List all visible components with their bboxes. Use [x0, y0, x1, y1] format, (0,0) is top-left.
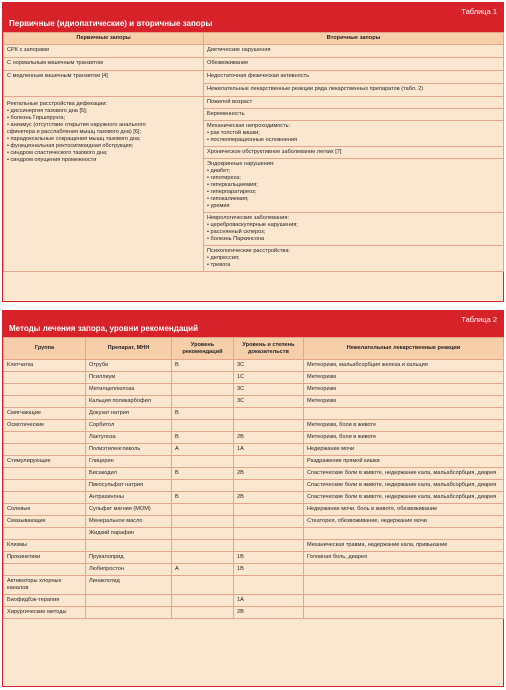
- table-cell: [172, 607, 234, 619]
- table-cell: Стеаторея, обезвоживание, недержание мочи: [304, 516, 504, 528]
- table-row: [4, 45, 504, 58]
- table-cell: [234, 408, 304, 420]
- table-cell: [304, 576, 504, 595]
- cell-line: • цереброваскулярные нарушения;: [207, 222, 298, 228]
- table-cell: [4, 528, 86, 540]
- table-cell: Хроническое обструктивное заболевание легких [7]: [204, 147, 504, 159]
- table-cell: Механическая травма, недержание кала, привыкание: [304, 540, 504, 552]
- table-2-header: [3, 311, 503, 337]
- table-1-number: Таблица 1: [461, 7, 497, 16]
- table-cell: [172, 552, 234, 564]
- table-cell: Отруби: [86, 360, 172, 372]
- table-cell: [234, 504, 304, 516]
- table-row: [4, 456, 504, 468]
- table-cell: С нормальным кишечным транзитом: [4, 58, 204, 71]
- table-cell: Активаторы хлорных каналов: [4, 576, 86, 595]
- cell-line: Ректальные расстройства дефекации:: [7, 101, 108, 107]
- cell-line: • диабет;: [207, 168, 231, 174]
- table-cell: Метеоризм, боли в животе: [304, 420, 504, 432]
- table-cell: Недержание мочи, боль в животе, обезвоживание: [304, 504, 504, 516]
- table-cell: [234, 456, 304, 468]
- table-cell: [234, 480, 304, 492]
- table-cell: [4, 396, 86, 408]
- table-cell: Полиэтиленгликоль: [86, 444, 172, 456]
- column-header-secondary: Вторичные запоры: [204, 33, 504, 45]
- table-2-number: Таблица 2: [461, 315, 497, 324]
- table-cell: Любипростон: [86, 564, 172, 576]
- table-cell: [172, 480, 234, 492]
- table-cell: [4, 384, 86, 396]
- table-cell: [4, 444, 86, 456]
- table-cell: Докузат натрия: [86, 408, 172, 420]
- table-cell: [86, 607, 172, 619]
- table-cell: Головная боль, диарея: [304, 552, 504, 564]
- table-cell: [86, 595, 172, 607]
- table-cell: [204, 159, 504, 213]
- table-cell: Метеоризм: [304, 396, 504, 408]
- table-1-grid: [3, 32, 504, 272]
- table-cell: Сорбитол: [86, 420, 172, 432]
- table-row: [4, 58, 504, 71]
- table-cell: [234, 516, 304, 528]
- table-cell: Метилцеллюлоза: [86, 384, 172, 396]
- table-cell: B: [172, 468, 234, 480]
- table-cell: [172, 384, 234, 396]
- table-cell: [172, 456, 234, 468]
- column-header-recommendation-level: Уровень рекомендаций: [172, 338, 234, 360]
- table-cell: [4, 564, 86, 576]
- table-cell: Нежелательные лекарственные реакции ряда лекарственных препаратов (табл. 2): [204, 84, 504, 97]
- table-cell: [234, 576, 304, 595]
- table-2-title: Методы лечения запора, уровни рекомендаций: [9, 324, 199, 333]
- table-cell: Линаклотид: [86, 576, 172, 595]
- table-cell: [4, 372, 86, 384]
- table-cell: Солевые: [4, 504, 86, 516]
- table-row: [4, 444, 504, 456]
- table-cell: Смазывающие: [4, 516, 86, 528]
- table-cell: [86, 540, 172, 552]
- table-cell: Клизмы: [4, 540, 86, 552]
- table-cell: Пикосульфат натрия: [86, 480, 172, 492]
- cell-line: Психологические расстройства:: [207, 248, 290, 254]
- cell-line: • гипокалиемия;: [207, 196, 249, 202]
- cell-line: • синдром опущения промежности: [7, 157, 97, 163]
- table-row: [4, 372, 504, 384]
- table-cell: Осмотические: [4, 420, 86, 432]
- table-cell: [304, 408, 504, 420]
- table-cell: [172, 576, 234, 595]
- cell-line: • гипотиреоз;: [207, 175, 241, 181]
- table-cell: С медленным кишечным транзитом [4]: [4, 71, 204, 97]
- table-cell: 3C: [234, 396, 304, 408]
- table-cell: Клетчатка: [4, 360, 86, 372]
- table-cell: 2B: [234, 492, 304, 504]
- table-cell: Жидкий парафин: [86, 528, 172, 540]
- column-header-drug: Препарат, МНН: [86, 338, 172, 360]
- table-cell: [304, 528, 504, 540]
- table-cell: Минеральное масло: [86, 516, 172, 528]
- table-cell: B: [172, 492, 234, 504]
- table-cell: B: [172, 432, 234, 444]
- cell-line: • гиперпаратиреоз;: [207, 189, 257, 195]
- table-row: [4, 468, 504, 480]
- column-header-evidence-level: Уровень и степень доказательств: [234, 338, 304, 360]
- cell-line: • парадоксальные сокращения мышц тазового дна;: [7, 136, 141, 142]
- table-cell: 1A: [234, 444, 304, 456]
- table-cell: Стимулирующие: [4, 456, 86, 468]
- table-row: [4, 408, 504, 420]
- table-cell: Спастические боли в животе, недержание кала, мальабсорбция, диарея: [304, 468, 504, 480]
- table-cell: [172, 396, 234, 408]
- table-cell: Прокинетики: [4, 552, 86, 564]
- table-cell: 2B: [234, 468, 304, 480]
- table-cell: Прукалоприд: [86, 552, 172, 564]
- table-row: [4, 528, 504, 540]
- table-cell: [172, 504, 234, 516]
- table-cell: Псиллиум: [86, 372, 172, 384]
- cell-line: • депрессия;: [207, 255, 240, 261]
- table-cell: [4, 468, 86, 480]
- cell-line: • рассеянный склероз;: [207, 229, 266, 235]
- table-cell: A: [172, 444, 234, 456]
- table-cell: [234, 540, 304, 552]
- cell-line: • функциональная ректосигмоидная обструкция;: [7, 143, 134, 149]
- table-cell: A: [172, 564, 234, 576]
- table-cell: Метеоризм, мальабсорбция железа и кальция: [304, 360, 504, 372]
- table-cell: [172, 595, 234, 607]
- table-cell: [234, 528, 304, 540]
- cell-line: • болезнь Гиршпрунга;: [7, 115, 66, 121]
- table-cell: Бисакодил: [86, 468, 172, 480]
- table-row: [4, 480, 504, 492]
- table-row: [4, 576, 504, 595]
- table-cell: Метеоризм: [304, 372, 504, 384]
- table-row: [4, 516, 504, 528]
- table-cell: Хирургические методы: [4, 607, 86, 619]
- table-cell: Спастические боли в животе, недержание кала, мальабсорбция, диарея: [304, 480, 504, 492]
- table-cell: Недержание мочи: [304, 444, 504, 456]
- table-row: [4, 540, 504, 552]
- table-cell: [304, 607, 504, 619]
- table-row: [4, 97, 504, 109]
- table-row: [4, 360, 504, 372]
- table-1-column-headers: [4, 33, 504, 45]
- table-cell: [4, 492, 86, 504]
- table-cell: [172, 528, 234, 540]
- table-row: [4, 384, 504, 396]
- table-cell: 2B: [234, 607, 304, 619]
- table-cell: 1B: [234, 564, 304, 576]
- table-cell: 1A: [234, 595, 304, 607]
- table-cell: Антрахиноны: [86, 492, 172, 504]
- table-row: [4, 504, 504, 516]
- table-cell: Диетические нарушения: [204, 45, 504, 58]
- cell-line: • диссинергия тазового дна [5];: [7, 108, 88, 114]
- table-cell: [172, 420, 234, 432]
- table-row: [4, 71, 504, 84]
- table-cell: [304, 564, 504, 576]
- table-cell: Смягчающие: [4, 408, 86, 420]
- cell-line: • рак толстой кишки;: [207, 130, 260, 136]
- table-cell: 3C: [234, 384, 304, 396]
- table-cell: Беременность: [204, 109, 504, 121]
- table-cell: [4, 480, 86, 492]
- table-cell: [204, 246, 504, 272]
- table-cell: Обезвоживание: [204, 58, 504, 71]
- cell-line: Механическая непроходимость:: [207, 123, 291, 129]
- table-cell: Пожилой возраст: [204, 97, 504, 109]
- table-row: [4, 552, 504, 564]
- cell-line: Неврологические заболевания:: [207, 215, 289, 221]
- cell-line: • синдром спастического тазового дна;: [7, 150, 108, 156]
- table-2: [2, 310, 504, 687]
- cell-line: • послеоперационные осложнения: [207, 137, 298, 143]
- table-cell: Глицерин: [86, 456, 172, 468]
- column-header-adverse-reactions: Нежелательные лекарственные реакции: [304, 338, 504, 360]
- column-header-group: Группа: [4, 338, 86, 360]
- table-cell: [4, 432, 86, 444]
- table-cell: Сульфат магния (МОМ): [86, 504, 172, 516]
- column-header-primary: Первичные запоры: [4, 33, 204, 45]
- table-row: [4, 564, 504, 576]
- table-row: [4, 607, 504, 619]
- table-cell: СРК с запорами: [4, 45, 204, 58]
- table-1-header: [3, 3, 503, 32]
- table-cell: Лактулоза: [86, 432, 172, 444]
- table-cell: 1B: [234, 552, 304, 564]
- cell-line: • анизмус (отсутствие открытия наружного анального: [7, 122, 146, 128]
- table-cell: Кальция поликарбофил: [86, 396, 172, 408]
- table-row: [4, 492, 504, 504]
- table-cell: B: [172, 360, 234, 372]
- table-cell: 3C: [234, 360, 304, 372]
- cell-line: сфинктера и расслабления мышц тазового дна) [6];: [7, 129, 142, 135]
- cell-line: • уремия: [207, 203, 230, 209]
- table-cell: [204, 213, 504, 246]
- rectal-disorders-cell: [4, 97, 204, 272]
- table-row: [4, 420, 504, 432]
- table-cell: [172, 540, 234, 552]
- table-1: [2, 2, 504, 302]
- table-cell: Метеоризм, боли в животе: [304, 432, 504, 444]
- table-2-column-headers: [4, 338, 504, 360]
- cell-line: • тревога: [207, 262, 231, 268]
- table-cell: [304, 595, 504, 607]
- table-row: [4, 396, 504, 408]
- table-cell: Недостаточная физическая активность: [204, 71, 504, 84]
- table-cell: Метеоризм: [304, 384, 504, 396]
- table-cell: Спастические боли в животе, недержание кала, мальабсорбция, диарея: [304, 492, 504, 504]
- table-cell: Биофидбэк-терапия: [4, 595, 86, 607]
- table-1-title: Первичные (идиопатические) и вторичные запоры: [9, 19, 213, 28]
- table-2-grid: [3, 337, 504, 619]
- table-row: [4, 595, 504, 607]
- table-row: [4, 432, 504, 444]
- table-cell: [204, 121, 504, 147]
- table-cell: B: [172, 408, 234, 420]
- table-cell: [234, 420, 304, 432]
- table-cell: Раздражение прямой кишки: [304, 456, 504, 468]
- table-cell: [172, 516, 234, 528]
- cell-line: Эндокринные нарушения:: [207, 161, 275, 167]
- table-2-body: [4, 360, 504, 619]
- table-cell: 2B: [234, 432, 304, 444]
- cell-line: • болезнь Паркинсона: [207, 236, 265, 242]
- cell-line: • гиперкальциемия;: [207, 182, 258, 188]
- table-cell: 1C: [234, 372, 304, 384]
- table-cell: [172, 372, 234, 384]
